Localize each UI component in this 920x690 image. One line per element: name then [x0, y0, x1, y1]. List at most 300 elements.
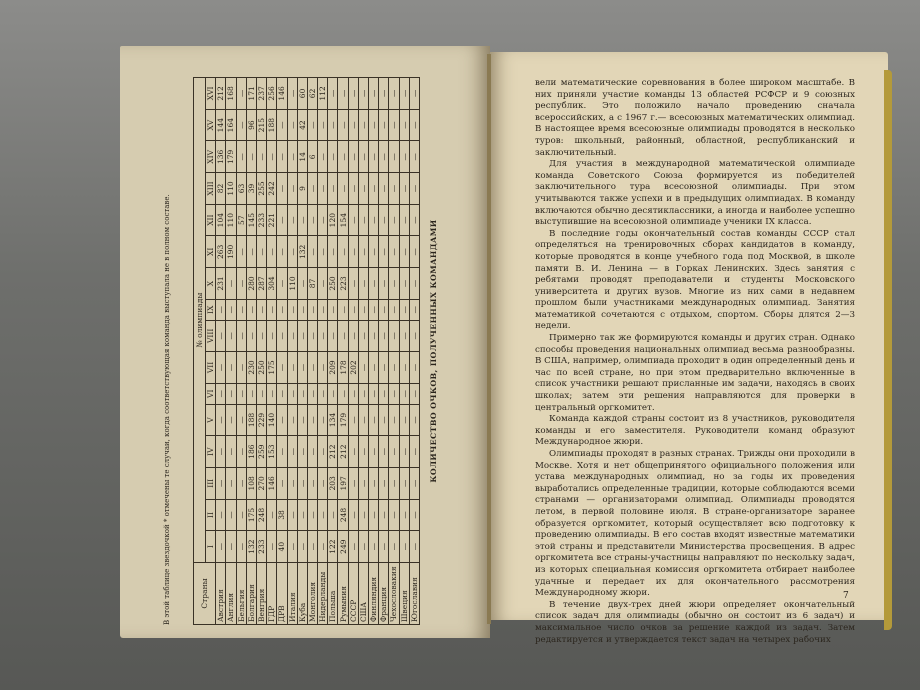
book-spine	[487, 54, 491, 624]
score-cell: —	[338, 320, 348, 352]
score-cell: —	[409, 531, 419, 563]
column-header: XIII	[206, 173, 216, 205]
score-cell: —	[287, 109, 297, 141]
table-row	[226, 78, 236, 625]
score-cell: —	[287, 499, 297, 531]
score-cell: —	[236, 352, 246, 384]
score-cell: —	[328, 299, 338, 320]
score-cell: 146	[267, 467, 277, 499]
score-cell: —	[216, 320, 226, 352]
score-cell: —	[236, 141, 246, 173]
table-note: В этой таблице звездочкой * отмечены те случаи, когда соответствующая команда выступала не в полном составе.	[163, 194, 171, 625]
score-cell: —	[328, 383, 338, 404]
country-cell: ГДР	[267, 563, 277, 625]
score-cell: —	[358, 204, 368, 236]
score-cell: —	[216, 404, 226, 436]
score-cell: 110	[226, 173, 236, 205]
score-cell: —	[287, 320, 297, 352]
score-cell: —	[318, 236, 328, 268]
score-cell: —	[409, 268, 419, 300]
table-row	[216, 78, 226, 625]
score-cell: —	[369, 436, 379, 468]
score-cell: —	[287, 436, 297, 468]
score-cell: —	[379, 173, 389, 205]
score-cell: —	[216, 467, 226, 499]
score-cell: —	[226, 268, 236, 300]
score-cell: 250	[328, 268, 338, 300]
country-cell: Чехословакия	[389, 563, 399, 625]
score-cell: —	[369, 467, 379, 499]
column-header: V	[206, 404, 216, 436]
score-cell: —	[246, 141, 256, 173]
score-cell: —	[236, 236, 246, 268]
score-cell: 231	[216, 268, 226, 300]
score-cell: —	[358, 141, 368, 173]
score-cell: 87	[307, 268, 317, 300]
score-cell: —	[226, 352, 236, 384]
score-cell: —	[379, 404, 389, 436]
score-cell: 96	[246, 109, 256, 141]
score-cell: 230	[246, 352, 256, 384]
score-cell: —	[277, 173, 287, 205]
score-cell: —	[389, 499, 399, 531]
table-row	[358, 78, 368, 625]
score-cell: —	[338, 236, 348, 268]
score-cell: —	[226, 299, 236, 320]
score-cell: —	[277, 141, 287, 173]
score-cell: —	[277, 467, 287, 499]
column-header: X	[206, 268, 216, 300]
score-cell: 82	[216, 173, 226, 205]
score-cell: —	[399, 236, 409, 268]
country-cell: Австрия	[216, 563, 226, 625]
score-cell: —	[399, 109, 409, 141]
column-header: II	[206, 499, 216, 531]
score-cell: —	[379, 236, 389, 268]
score-cell: —	[399, 268, 409, 300]
score-cell: —	[399, 352, 409, 384]
score-cell: —	[389, 320, 399, 352]
score-cell: —	[379, 467, 389, 499]
score-cell: —	[277, 383, 287, 404]
score-cell: 40	[277, 531, 287, 563]
score-cell: —	[287, 467, 297, 499]
score-cell: —	[399, 404, 409, 436]
score-cell: —	[318, 320, 328, 352]
score-cell: —	[358, 320, 368, 352]
score-cell: 237	[256, 78, 266, 110]
country-cell: ДРВ	[277, 563, 287, 625]
score-cell: —	[318, 299, 328, 320]
score-cell: —	[409, 173, 419, 205]
score-cell: —	[236, 78, 246, 110]
score-cell: —	[256, 236, 266, 268]
country-cell: Нидерланды	[318, 563, 328, 625]
country-cell: СССР	[348, 563, 358, 625]
score-cell: —	[287, 299, 297, 320]
table-row	[369, 78, 379, 625]
score-cell: —	[287, 78, 297, 110]
score-cell: —	[358, 383, 368, 404]
country-cell: Англия	[226, 563, 236, 625]
column-header: XII	[206, 204, 216, 236]
score-cell: —	[379, 109, 389, 141]
score-cell: 171	[246, 78, 256, 110]
score-cell: 212	[216, 78, 226, 110]
score-cell: 304	[267, 268, 277, 300]
score-cell: —	[409, 204, 419, 236]
score-cell: —	[369, 141, 379, 173]
score-cell: —	[399, 531, 409, 563]
score-cell: —	[256, 320, 266, 352]
score-cell: —	[379, 383, 389, 404]
table-row	[409, 78, 419, 625]
score-cell: —	[287, 383, 297, 404]
score-cell: —	[389, 141, 399, 173]
score-cell: —	[307, 404, 317, 436]
score-cell: —	[348, 383, 358, 404]
table-row	[318, 78, 328, 625]
score-cell: —	[307, 299, 317, 320]
table-row	[328, 78, 338, 625]
score-cell: 209	[328, 352, 338, 384]
score-cell: 132	[297, 236, 307, 268]
table-row	[338, 78, 348, 625]
score-cell: —	[318, 204, 328, 236]
column-header: IX	[206, 299, 216, 320]
score-cell: —	[409, 404, 419, 436]
score-cell: 255	[256, 173, 266, 205]
column-header: IV	[206, 436, 216, 468]
paragraph: В течение двух-трех дней жюри определяет окончательный список задач для олимпиады (обычно он состоит из 6 задач) и максимальное число очков за решение каждой из задач. Затем редактируется и утверждается текст задач на четырех рабочих	[535, 599, 855, 645]
score-cell: —	[369, 173, 379, 205]
country-cell: Румыния	[338, 563, 348, 625]
score-cell: —	[287, 404, 297, 436]
score-cell: —	[348, 467, 358, 499]
score-cell: —	[307, 236, 317, 268]
score-cell: —	[358, 499, 368, 531]
score-cell: —	[267, 531, 277, 563]
score-cell: —	[226, 531, 236, 563]
score-cell: —	[328, 320, 338, 352]
score-cell: 38	[277, 499, 287, 531]
score-cell: —	[348, 320, 358, 352]
score-cell: —	[409, 78, 419, 110]
score-cell: —	[267, 320, 277, 352]
score-cell: —	[307, 109, 317, 141]
country-header: Страны	[194, 563, 216, 625]
score-cell: —	[379, 141, 389, 173]
score-cell: 154	[338, 204, 348, 236]
score-cell: —	[369, 204, 379, 236]
score-cell: —	[307, 436, 317, 468]
score-cell: 6	[307, 141, 317, 173]
score-cell: —	[379, 268, 389, 300]
score-cell: —	[297, 204, 307, 236]
country-cell: Италия	[287, 563, 297, 625]
score-cell: —	[297, 352, 307, 384]
score-cell: —	[297, 383, 307, 404]
score-cell: —	[246, 383, 256, 404]
score-cell: —	[409, 109, 419, 141]
score-cell: —	[379, 531, 389, 563]
table-row	[267, 78, 277, 625]
score-cell: 179	[338, 404, 348, 436]
score-cell: —	[379, 320, 389, 352]
score-cell: 263	[216, 236, 226, 268]
score-cell: —	[318, 404, 328, 436]
score-cell: 229	[256, 404, 266, 436]
score-cell: —	[409, 352, 419, 384]
score-cell: —	[389, 352, 399, 384]
score-cell: —	[277, 404, 287, 436]
table-row	[277, 78, 287, 625]
score-cell: —	[409, 467, 419, 499]
score-cell: 136	[216, 141, 226, 173]
score-cell: —	[307, 531, 317, 563]
score-cell: —	[226, 436, 236, 468]
score-cell: —	[236, 531, 246, 563]
score-cell: 256	[267, 78, 277, 110]
score-cell: 144	[216, 109, 226, 141]
score-cell: —	[348, 109, 358, 141]
score-cell: —	[338, 299, 348, 320]
score-cell: —	[236, 404, 246, 436]
score-cell: —	[409, 141, 419, 173]
score-cell: 168	[226, 78, 236, 110]
score-cell: 112	[318, 78, 328, 110]
score-cell: 186	[246, 436, 256, 468]
score-cell: —	[277, 109, 287, 141]
column-header: XI	[206, 236, 216, 268]
score-cell: —	[287, 204, 297, 236]
score-cell: —	[369, 404, 379, 436]
score-cell: —	[379, 204, 389, 236]
score-cell: —	[318, 436, 328, 468]
score-cell: —	[358, 436, 368, 468]
country-cell: Венгрия	[256, 563, 266, 625]
table-row	[307, 78, 317, 625]
table-row	[246, 78, 256, 625]
table-body	[216, 78, 420, 625]
score-cell: —	[318, 383, 328, 404]
score-cell: —	[287, 236, 297, 268]
score-cell: —	[287, 352, 297, 384]
score-cell: 280	[246, 268, 256, 300]
score-cell: —	[226, 499, 236, 531]
score-cell: 188	[267, 109, 277, 141]
score-cell: —	[307, 352, 317, 384]
score-cell: —	[287, 173, 297, 205]
score-cell: —	[358, 531, 368, 563]
score-cell: —	[236, 320, 246, 352]
score-cell: —	[389, 236, 399, 268]
score-cell: 250	[256, 352, 266, 384]
score-cell: —	[358, 173, 368, 205]
score-cell: —	[277, 299, 287, 320]
score-cell: —	[216, 436, 226, 468]
score-cell: —	[369, 299, 379, 320]
score-cell: —	[297, 268, 307, 300]
score-cell: —	[328, 499, 338, 531]
score-cell: —	[389, 404, 399, 436]
score-cell: —	[246, 299, 256, 320]
score-cell: —	[409, 436, 419, 468]
score-cell: —	[328, 78, 338, 110]
paragraph: Примерно так же формируются команды и других стран. Однако способы проведения национальных олимпиад весьма разнообразны. В США, например, олимпиада проходит в один определенный день и час по всей стране, но при этом предварительно включенные в список участники решают присланные им задачи, находясь в своих школах; затем эти решения направляются для проверки в центральный оргкомитет.	[535, 333, 855, 413]
score-cell: 270	[256, 467, 266, 499]
score-cell: —	[226, 320, 236, 352]
column-header: XIV	[206, 141, 216, 173]
score-cell: 9	[297, 173, 307, 205]
score-cell: —	[389, 299, 399, 320]
score-cell: —	[307, 467, 317, 499]
score-cell: 233	[256, 531, 266, 563]
score-cell: —	[307, 173, 317, 205]
score-cell: 248	[256, 499, 266, 531]
score-cell: —	[297, 436, 307, 468]
score-cell: 242	[267, 173, 277, 205]
score-cell: —	[216, 531, 226, 563]
score-cell: —	[369, 268, 379, 300]
table-title: КОЛИЧЕСТВО ОЧКОВ, ПОЛУЧЕННЫХ КОМАНДАМИ	[429, 219, 438, 483]
score-cell: —	[348, 173, 358, 205]
rotated-table-block	[135, 71, 465, 631]
score-cell: —	[277, 204, 287, 236]
score-cell: 146	[277, 78, 287, 110]
score-cell: 203	[328, 467, 338, 499]
score-cell: —	[236, 299, 246, 320]
score-cell: 153	[267, 436, 277, 468]
score-cell: —	[297, 531, 307, 563]
score-cell: —	[297, 467, 307, 499]
score-cell: —	[358, 352, 368, 384]
column-header: I	[206, 531, 216, 563]
score-cell: —	[246, 320, 256, 352]
score-cell: —	[318, 352, 328, 384]
score-cell: —	[348, 404, 358, 436]
score-cell: 110	[287, 268, 297, 300]
score-cell: 132	[246, 531, 256, 563]
score-cell: —	[358, 236, 368, 268]
score-cell: 104	[216, 204, 226, 236]
score-cell: —	[318, 141, 328, 173]
score-cell: —	[267, 383, 277, 404]
book-cover-edge	[884, 70, 892, 630]
score-cell: —	[318, 531, 328, 563]
score-cell: —	[216, 352, 226, 384]
score-cell: —	[399, 383, 409, 404]
score-cell: —	[369, 78, 379, 110]
paragraph: Для участия в международной математической олимпиаде команда Советского Союза формируется из победителей заключительного тура всесоюзной олимпиады. При этом учитываются также успехи и в предыдущих олимпиадах. В команду включаются обычно десятиклассники, а иногда и наиболее успешно выступившие на всесоюзной олимпиаде ученики IX класса.	[535, 159, 855, 228]
score-cell: —	[277, 320, 287, 352]
score-cell: —	[236, 467, 246, 499]
score-cell: 179	[226, 141, 236, 173]
score-cell: —	[328, 109, 338, 141]
score-cell: 233	[256, 204, 266, 236]
score-cell: —	[409, 236, 419, 268]
score-cell: 39	[246, 173, 256, 205]
score-cell: —	[409, 320, 419, 352]
score-table	[193, 77, 420, 625]
score-cell: —	[369, 320, 379, 352]
score-cell: —	[318, 109, 328, 141]
score-cell: 188	[246, 404, 256, 436]
score-cell: 249	[338, 531, 348, 563]
score-cell: 62	[307, 78, 317, 110]
score-cell: —	[399, 436, 409, 468]
score-cell: —	[256, 383, 266, 404]
score-cell: —	[348, 204, 358, 236]
score-cell: 259	[256, 436, 266, 468]
score-cell: 175	[246, 499, 256, 531]
score-cell: 108	[246, 467, 256, 499]
score-cell: —	[389, 204, 399, 236]
score-cell: 57	[236, 204, 246, 236]
country-cell: Югославия	[409, 563, 419, 625]
score-cell: —	[318, 268, 328, 300]
score-cell: —	[328, 141, 338, 173]
score-cell: —	[338, 78, 348, 110]
score-cell: —	[389, 109, 399, 141]
score-cell: —	[399, 173, 409, 205]
right-page-text	[535, 78, 855, 646]
score-cell: —	[338, 383, 348, 404]
score-cell: —	[297, 299, 307, 320]
score-cell: 145	[246, 204, 256, 236]
country-cell: Франция	[379, 563, 389, 625]
country-cell: Болгария	[246, 563, 256, 625]
score-cell: —	[236, 383, 246, 404]
score-cell: —	[409, 499, 419, 531]
country-cell: Бельгия	[236, 563, 246, 625]
score-cell: —	[318, 499, 328, 531]
column-header: VII	[206, 352, 216, 384]
score-cell: 190	[226, 236, 236, 268]
score-cell: —	[236, 109, 246, 141]
page-number: 7	[843, 591, 849, 601]
score-cell: —	[399, 499, 409, 531]
score-cell: —	[389, 173, 399, 205]
score-cell: —	[328, 236, 338, 268]
score-cell: —	[358, 268, 368, 300]
score-cell: —	[267, 141, 277, 173]
score-cell: —	[307, 383, 317, 404]
score-cell: —	[358, 404, 368, 436]
score-cell: 212	[338, 436, 348, 468]
score-cell: —	[369, 236, 379, 268]
score-cell: —	[307, 499, 317, 531]
score-cell: —	[277, 268, 287, 300]
score-cell: 122	[328, 531, 338, 563]
score-cell: —	[307, 320, 317, 352]
score-cell: —	[277, 352, 287, 384]
score-cell: 223	[338, 268, 348, 300]
score-cell: —	[338, 109, 348, 141]
score-cell: 120	[328, 204, 338, 236]
score-cell: —	[389, 78, 399, 110]
score-cell: —	[287, 531, 297, 563]
score-cell: —	[358, 109, 368, 141]
score-cell: 248	[338, 499, 348, 531]
score-cell: 63	[236, 173, 246, 205]
score-cell: —	[399, 320, 409, 352]
score-cell: —	[287, 141, 297, 173]
score-cell: —	[369, 383, 379, 404]
score-cell: —	[216, 383, 226, 404]
score-cell: —	[297, 320, 307, 352]
paragraph: В последние годы окончательный состав команды СССР стал определяться на тренировочных сборах кандидатов в команду, которые проводятся в конце учебного года под Москвой, в школе памяти В. И. Ленина — в Горках Ленинских. Здесь занятия с ребятами проводят преподаватели и студенты Московского университета и других вузов. Многие из них сами в недавнем прошлом были участниками международных олимпиад. Занятия математикой сочетаются с отдыхом, спортом. Сборы длятся 2—3 недели.	[535, 228, 855, 332]
